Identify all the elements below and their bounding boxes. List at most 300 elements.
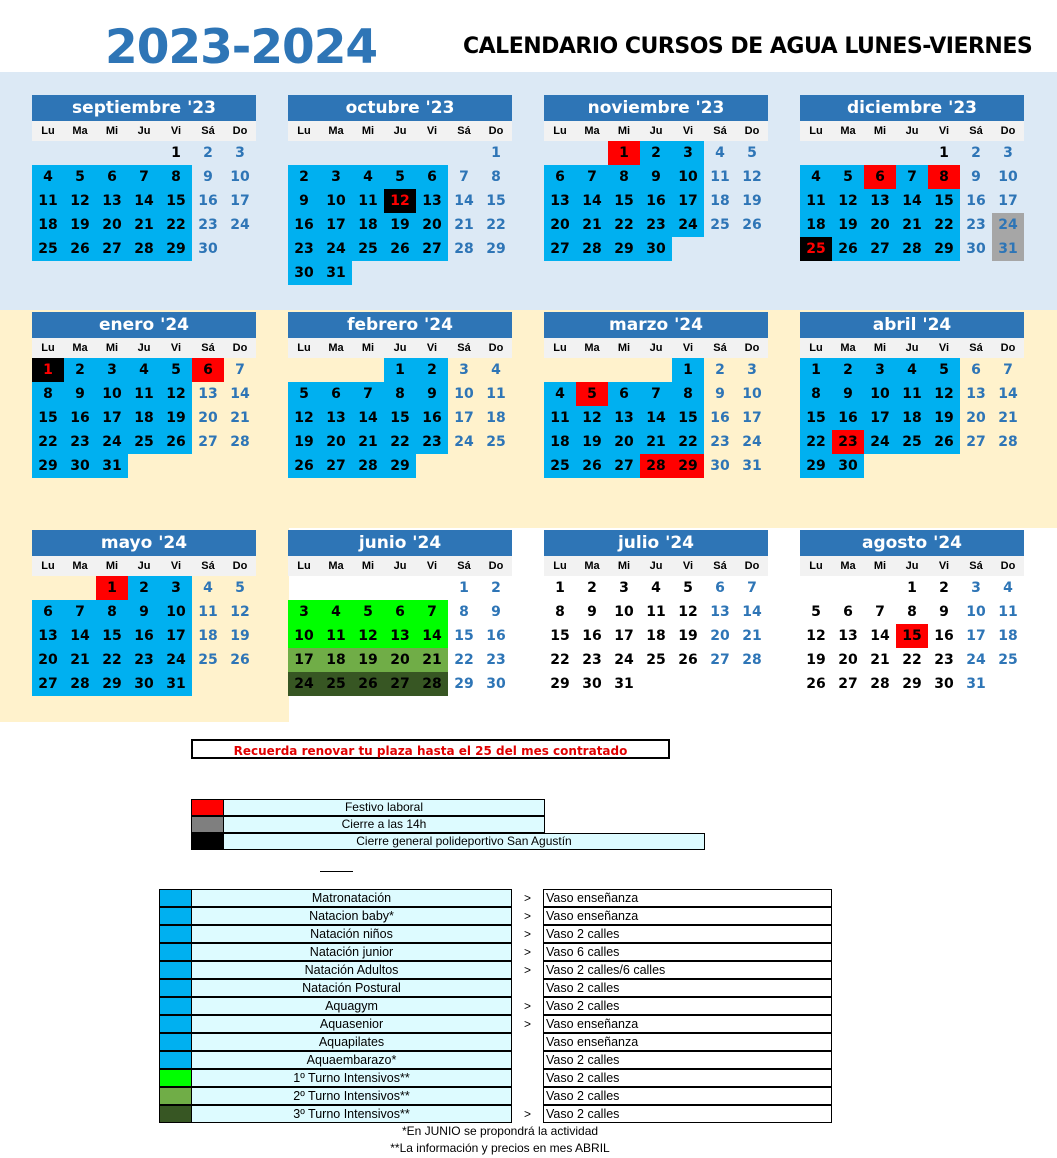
day-cell: 5	[928, 358, 960, 382]
day-cell: 7	[896, 165, 928, 189]
weekday-label: Mi	[361, 342, 375, 354]
day-cell: 8	[800, 382, 832, 406]
month-days	[800, 358, 1024, 502]
day-cell: 13	[710, 604, 730, 620]
month-block	[288, 95, 512, 285]
weekday-label: Ma	[72, 125, 88, 137]
weekday-label: Vi	[938, 125, 950, 137]
activity-arrow: >	[523, 1017, 531, 1031]
day-cell: 25	[128, 430, 160, 454]
day-cell: 2	[491, 580, 501, 596]
day-cell: 11	[320, 624, 352, 648]
weekday-label: Mi	[361, 125, 375, 137]
day-cell: 5	[64, 165, 96, 189]
month-days	[544, 358, 768, 502]
day-cell: 17	[966, 628, 986, 644]
day-cell: 16	[640, 189, 672, 213]
month-title: agosto '24	[800, 530, 1024, 556]
month-days	[800, 141, 1024, 285]
day-cell: 22	[928, 213, 960, 237]
weekday-label: Mi	[617, 125, 631, 137]
day-cell: 12	[384, 189, 416, 213]
day-cell: 3	[459, 362, 469, 378]
activity-name: Aquaembarazo*	[192, 1051, 512, 1069]
day-cell: 7	[576, 165, 608, 189]
month-block	[288, 530, 512, 720]
day-cell: 2	[288, 165, 320, 189]
weekday-label: Sá	[201, 125, 215, 137]
day-cell: 25	[198, 652, 218, 668]
day-cell: 6	[715, 580, 725, 596]
day-cell: 16	[966, 193, 986, 209]
day-cell: 4	[651, 580, 661, 596]
day-cell: 10	[96, 382, 128, 406]
day-cell: 27	[544, 237, 576, 261]
day-cell: 7	[64, 600, 96, 624]
day-cell: 14	[352, 406, 384, 430]
day-cell: 26	[806, 676, 826, 692]
day-cell: 17	[320, 213, 352, 237]
activity-arrow	[512, 1033, 543, 1051]
activity-arrow: >	[523, 963, 531, 977]
activity-arrow	[512, 979, 543, 997]
month-block	[544, 95, 768, 285]
day-cell: 20	[32, 648, 64, 672]
activity-name: 2º Turno Intensivos**	[192, 1087, 512, 1105]
activity-pool: Vaso 2 calles	[543, 925, 832, 943]
weekday-label: Vi	[170, 560, 182, 572]
day-cell: 7	[875, 604, 885, 620]
day-cell: 12	[928, 382, 960, 406]
day-cell: 16	[934, 628, 954, 644]
day-cell: 21	[576, 213, 608, 237]
activity-name: Matronatación	[192, 889, 512, 907]
activity-name: 3º Turno Intensivos**	[192, 1105, 512, 1123]
day-cell: 1	[459, 580, 469, 596]
weekday-label: Ju	[649, 342, 663, 354]
day-cell: 20	[710, 628, 730, 644]
weekday-label: Sá	[713, 560, 727, 572]
weekday-label: Vi	[938, 560, 950, 572]
day-cell: 7	[640, 382, 672, 406]
day-cell: 10	[614, 604, 634, 620]
weekday-label: Do	[232, 342, 248, 354]
day-cell: 21	[742, 628, 762, 644]
month-title: mayo '24	[32, 530, 256, 556]
day-cell: 30	[288, 261, 320, 285]
day-cell: 8	[384, 382, 416, 406]
day-cell: 28	[64, 672, 96, 696]
year-title: 2023-2024	[105, 20, 378, 75]
day-cell: 9	[715, 386, 725, 402]
weekday-label: Mi	[873, 342, 887, 354]
day-cell: 14	[64, 624, 96, 648]
day-cell: 29	[486, 241, 506, 257]
day-cell: 8	[459, 604, 469, 620]
day-cell: 4	[544, 382, 576, 406]
day-cell: 14	[870, 628, 890, 644]
weekday-header	[544, 121, 768, 141]
day-cell: 2	[971, 145, 981, 161]
weekday-label: Ju	[393, 342, 407, 354]
day-cell: 25	[486, 434, 506, 450]
day-cell: 12	[678, 604, 698, 620]
day-cell: 2	[128, 576, 160, 600]
weekday-label: Lu	[553, 342, 567, 354]
day-cell: 21	[640, 430, 672, 454]
day-cell: 21	[998, 410, 1018, 426]
weekday-label: Lu	[297, 125, 311, 137]
month-block	[32, 530, 256, 720]
day-cell: 22	[96, 648, 128, 672]
day-cell: 20	[384, 648, 416, 672]
day-cell: 13	[544, 189, 576, 213]
activity-pool: Vaso 6 calles	[543, 943, 832, 961]
day-cell: 13	[864, 189, 896, 213]
day-cell: 20	[320, 430, 352, 454]
day-cell: 4	[320, 600, 352, 624]
day-cell: 9	[64, 382, 96, 406]
weekday-label: Ju	[393, 125, 407, 137]
day-cell: 5	[352, 600, 384, 624]
day-cell: 18	[128, 406, 160, 430]
day-cell: 7	[747, 580, 757, 596]
day-cell: 23	[582, 652, 602, 668]
day-cell: 19	[742, 193, 762, 209]
day-cell: 28	[640, 454, 672, 478]
activity-row	[159, 1087, 832, 1105]
legend-label: Cierre general polideportivo San Agustín	[224, 833, 705, 850]
day-cell: 20	[838, 652, 858, 668]
weekday-label: Ju	[137, 560, 151, 572]
day-cell: 25	[32, 237, 64, 261]
day-cell: 19	[832, 213, 864, 237]
day-cell: 17	[864, 406, 896, 430]
day-cell: 19	[806, 652, 826, 668]
day-cell: 30	[640, 237, 672, 261]
legend-half-day	[191, 816, 545, 833]
day-cell: 26	[352, 672, 384, 696]
day-cell: 6	[192, 358, 224, 382]
activity-color-swatch	[159, 979, 192, 997]
day-cell: 24	[992, 213, 1024, 237]
month-days	[800, 576, 1024, 720]
day-cell: 2	[832, 358, 864, 382]
day-cell: 31	[160, 672, 192, 696]
day-cell: 11	[896, 382, 928, 406]
day-cell: 9	[640, 165, 672, 189]
day-cell: 7	[1003, 362, 1013, 378]
day-cell: 5	[747, 145, 757, 161]
note-abril: **La información y precios en mes ABRIL	[390, 1141, 610, 1155]
day-cell: 9	[939, 604, 949, 620]
day-cell: 15	[32, 406, 64, 430]
day-cell: 30	[486, 676, 506, 692]
day-cell: 30	[966, 241, 986, 257]
day-cell: 20	[864, 213, 896, 237]
weekday-label: Lu	[809, 342, 823, 354]
day-cell: 2	[203, 145, 213, 161]
day-cell: 1	[491, 145, 501, 161]
weekday-label: Mi	[105, 560, 119, 572]
activity-name: Aquasenior	[192, 1015, 512, 1033]
day-cell: 22	[384, 430, 416, 454]
weekday-label: Lu	[41, 560, 55, 572]
day-cell: 17	[230, 193, 250, 209]
day-cell: 2	[939, 580, 949, 596]
activity-row	[159, 1015, 832, 1033]
day-cell: 14	[576, 189, 608, 213]
day-cell: 28	[416, 672, 448, 696]
day-cell: 1	[672, 358, 704, 382]
weekday-label: Do	[1000, 125, 1016, 137]
day-cell: 4	[1003, 580, 1013, 596]
day-cell: 6	[608, 382, 640, 406]
day-cell: 18	[320, 648, 352, 672]
day-cell: 24	[672, 213, 704, 237]
day-cell: 10	[320, 189, 352, 213]
day-cell: 16	[198, 193, 218, 209]
day-cell: 18	[646, 628, 666, 644]
day-cell: 24	[288, 672, 320, 696]
weekday-label: Lu	[297, 560, 311, 572]
day-cell: 3	[971, 580, 981, 596]
day-cell: 8	[672, 382, 704, 406]
day-cell: 24	[614, 652, 634, 668]
legend-holiday	[191, 799, 545, 816]
day-cell: 16	[128, 624, 160, 648]
weekday-label: Sá	[969, 342, 983, 354]
day-cell: 6	[843, 604, 853, 620]
day-cell: 14	[230, 386, 250, 402]
weekday-label: Vi	[170, 125, 182, 137]
day-cell: 10	[288, 624, 320, 648]
day-cell: 21	[128, 213, 160, 237]
weekday-label: Sá	[457, 560, 471, 572]
day-cell: 14	[454, 193, 474, 209]
day-cell: 26	[384, 237, 416, 261]
day-cell: 29	[800, 454, 832, 478]
day-cell: 19	[384, 213, 416, 237]
day-cell: 21	[352, 430, 384, 454]
day-cell: 16	[416, 406, 448, 430]
activity-pool: Vaso 2 calles	[543, 1069, 832, 1087]
day-cell: 15	[96, 624, 128, 648]
day-cell: 23	[640, 213, 672, 237]
activity-row	[159, 925, 832, 943]
day-cell: 1	[96, 576, 128, 600]
day-cell: 23	[288, 237, 320, 261]
day-cell: 12	[64, 189, 96, 213]
day-cell: 23	[128, 648, 160, 672]
day-cell: 6	[416, 165, 448, 189]
weekday-label: Lu	[41, 125, 55, 137]
month-title: junio '24	[288, 530, 512, 556]
day-cell: 8	[608, 165, 640, 189]
day-cell: 23	[710, 434, 730, 450]
activity-pool: Vaso 2 calles	[543, 1105, 832, 1123]
month-days	[32, 358, 256, 502]
weekday-label: Do	[744, 342, 760, 354]
activity-row	[159, 1069, 832, 1087]
day-cell: 21	[230, 410, 250, 426]
day-cell: 14	[742, 604, 762, 620]
weekday-label: Vi	[426, 560, 438, 572]
day-cell: 30	[64, 454, 96, 478]
day-cell: 21	[416, 648, 448, 672]
weekday-label: Ma	[584, 125, 600, 137]
day-cell: 11	[710, 169, 730, 185]
day-cell: 6	[971, 362, 981, 378]
day-cell: 26	[742, 217, 762, 233]
month-block	[800, 530, 1024, 720]
day-cell: 5	[811, 604, 821, 620]
legend-swatch-red	[191, 799, 224, 816]
day-cell: 16	[582, 628, 602, 644]
weekday-label: Lu	[809, 560, 823, 572]
month-days	[288, 358, 512, 502]
activity-color-swatch	[159, 925, 192, 943]
day-cell: 13	[608, 406, 640, 430]
day-cell: 13	[198, 386, 218, 402]
weekday-label: Do	[744, 560, 760, 572]
day-cell: 16	[832, 406, 864, 430]
day-cell: 13	[320, 406, 352, 430]
day-cell: 3	[864, 358, 896, 382]
day-cell: 25	[352, 237, 384, 261]
weekday-label: Lu	[553, 560, 567, 572]
day-cell: 11	[198, 604, 218, 620]
day-cell: 9	[971, 169, 981, 185]
weekday-label: Ju	[905, 560, 919, 572]
month-block	[800, 95, 1024, 285]
activity-row	[159, 943, 832, 961]
activity-color-swatch	[159, 1087, 192, 1105]
day-cell: 8	[555, 604, 565, 620]
day-cell: 18	[198, 628, 218, 644]
day-cell: 26	[160, 430, 192, 454]
month-title: octubre '23	[288, 95, 512, 121]
day-cell: 8	[928, 165, 960, 189]
day-cell: 29	[902, 676, 922, 692]
day-cell: 4	[32, 165, 64, 189]
month-block	[544, 312, 768, 502]
note-junio: *En JUNIO se propondrá la actividad	[401, 1124, 599, 1138]
day-cell: 17	[742, 410, 762, 426]
activity-color-swatch	[159, 1069, 192, 1087]
day-cell: 26	[576, 454, 608, 478]
weekday-label: Sá	[201, 342, 215, 354]
day-cell: 4	[203, 580, 213, 596]
day-cell: 31	[742, 458, 762, 474]
month-title: julio '24	[544, 530, 768, 556]
day-cell: 17	[614, 628, 634, 644]
day-cell: 20	[96, 213, 128, 237]
weekday-label: Ma	[584, 342, 600, 354]
activity-row	[159, 1105, 832, 1123]
day-cell: 13	[32, 624, 64, 648]
day-cell: 27	[416, 237, 448, 261]
weekday-header	[32, 338, 256, 358]
day-cell: 28	[576, 237, 608, 261]
month-block	[32, 95, 256, 285]
activity-pool: Vaso 2 calles	[543, 1087, 832, 1105]
day-cell: 22	[32, 430, 64, 454]
activity-row	[159, 889, 832, 907]
month-days	[288, 141, 512, 285]
activity-name: Natacion baby*	[192, 907, 512, 925]
weekday-header	[800, 121, 1024, 141]
day-cell: 11	[128, 382, 160, 406]
day-cell: 26	[230, 652, 250, 668]
day-cell: 18	[486, 410, 506, 426]
day-cell: 10	[230, 169, 250, 185]
day-cell: 14	[998, 386, 1018, 402]
day-cell: 28	[352, 454, 384, 478]
day-cell: 11	[998, 604, 1018, 620]
day-cell: 26	[64, 237, 96, 261]
day-cell: 22	[454, 652, 474, 668]
activity-name: 1º Turno Intensivos**	[192, 1069, 512, 1087]
day-cell: 28	[230, 434, 250, 450]
activity-row	[159, 961, 832, 979]
day-cell: 28	[998, 434, 1018, 450]
activity-arrow: >	[523, 909, 531, 923]
weekday-label: Ma	[328, 342, 344, 354]
day-cell: 23	[486, 652, 506, 668]
weekday-label: Lu	[297, 342, 311, 354]
weekday-label: Ma	[328, 560, 344, 572]
day-cell: 31	[614, 676, 634, 692]
month-title: abril '24	[800, 312, 1024, 338]
day-cell: 29	[672, 454, 704, 478]
weekday-label: Do	[488, 342, 504, 354]
weekday-label: Mi	[361, 560, 375, 572]
activity-name: Natación Postural	[192, 979, 512, 997]
weekday-label: Ma	[72, 560, 88, 572]
day-cell: 9	[416, 382, 448, 406]
month-title: septiembre '23	[32, 95, 256, 121]
day-cell: 23	[966, 217, 986, 233]
day-cell: 10	[454, 386, 474, 402]
day-cell: 27	[966, 434, 986, 450]
activity-pool: Vaso 2 calles	[543, 1051, 832, 1069]
day-cell: 14	[896, 189, 928, 213]
day-cell: 27	[710, 652, 730, 668]
activity-name: Aquapilates	[192, 1033, 512, 1051]
day-cell: 2	[715, 362, 725, 378]
day-cell: 7	[416, 600, 448, 624]
weekday-label: Sá	[457, 125, 471, 137]
day-cell: 16	[710, 410, 730, 426]
day-cell: 7	[459, 169, 469, 185]
activity-name: Natación niños	[192, 925, 512, 943]
day-cell: 6	[320, 382, 352, 406]
day-cell: 6	[544, 165, 576, 189]
day-cell: 21	[64, 648, 96, 672]
activity-color-swatch	[159, 943, 192, 961]
day-cell: 26	[832, 237, 864, 261]
day-cell: 15	[454, 628, 474, 644]
weekday-label: Mi	[105, 342, 119, 354]
day-cell: 23	[64, 430, 96, 454]
day-cell: 16	[64, 406, 96, 430]
day-cell: 1	[939, 145, 949, 161]
day-cell: 28	[454, 241, 474, 257]
day-cell: 23	[832, 430, 864, 454]
day-cell: 2	[587, 580, 597, 596]
day-cell: 13	[416, 189, 448, 213]
